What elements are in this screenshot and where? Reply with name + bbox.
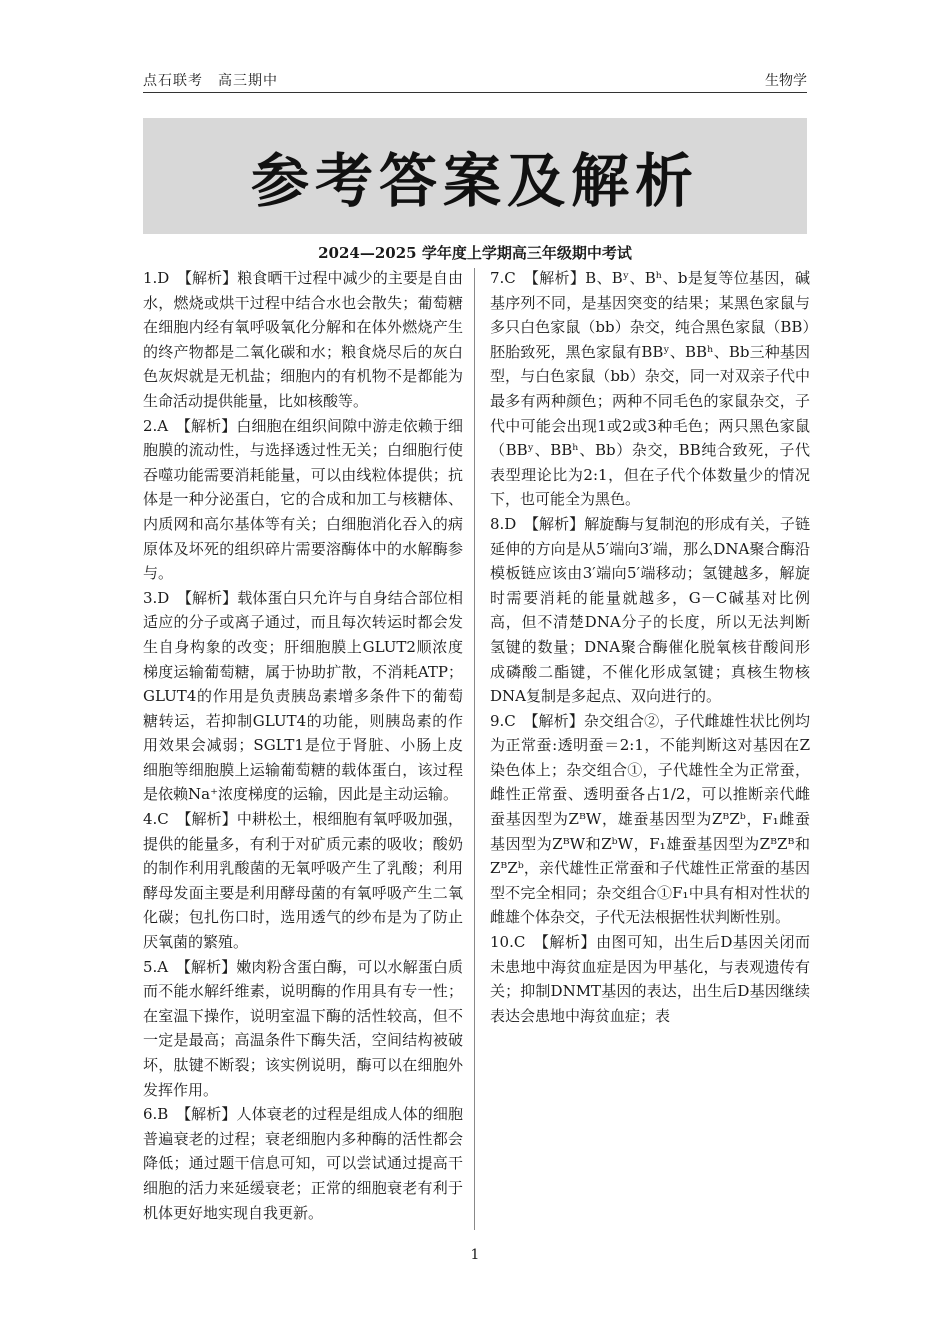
header-left-text: 点石联考 高三期中: [143, 73, 278, 89]
analysis-tag: 【解析】: [183, 1105, 237, 1124]
analysis-tag: 【解析】: [531, 269, 586, 287]
header-subject: 生物学: [765, 73, 807, 89]
answer-item: [143, 414, 463, 586]
answer-text: 载体蛋白只允许与自身结合部位相适应的分子或离子通过，而且每次转运时都会发生自身构象的改变；肝细胞膜上GLUT2顺浓度梯度运输葡萄糖，属于协助扩散，不消耗ATP；GLUT4的作用是负责胰岛素增多条件下的葡萄糖转运，若抑制GLUT4的功能，则胰岛素的作用效果会减弱；SGLT1是位于肾脏、小肠上皮细胞等细胞膜上运输葡萄糖的载体蛋白，该过程是依赖Na⁺浓度梯度的运输，因此是主动运输。: [143, 588, 463, 804]
answer-label: 5.A: [143, 957, 169, 976]
left-column: [143, 266, 463, 1225]
analysis-tag: 【解析】: [531, 514, 585, 533]
answer-label: 2.A: [143, 416, 169, 435]
answer-text: 白细胞在组织间隙中游走依赖于细胞膜的流动性，与选择透过性无关；白细胞行使吞噬功能需要消耗能量，可以由线粒体提供；抗体是一种分泌蛋白，它的合成和加工与核糖体、内质网和高尔基体等有关；白细胞消化吞入的病原体及坏死的组织碎片需要溶酶体中的水解酶参与。: [143, 416, 463, 583]
analysis-tag: 【解析】: [530, 711, 584, 730]
analysis-tag: 【解析】: [184, 588, 238, 607]
answer-item: [490, 709, 810, 930]
header-rule: [143, 92, 807, 93]
answer-item: [143, 955, 463, 1103]
answer-text: 中耕松土，根细胞有氧呼吸加强，提供的能量多，有利于对矿质元素的吸收；酸奶的制作利用乳酸菌的无氧呼吸产生了乳酸；利用酵母发面主要是利用酵母菌的有氧呼吸产生二氧化碳；包扎伤口时，选用透气的纱布是为了防止厌氧菌的繁殖。: [143, 810, 463, 952]
answer-text: 人体衰老的过程是组成人体的细胞普遍衰老的过程；衰老细胞内多种酶的活性都会降低；通过题干信息可知，可以尝试通过提高干细胞的活力来延缓衰老；正常的细胞衰老有利于机体更好地实现自我更新。: [143, 1105, 463, 1222]
answer-label: 10.C: [490, 933, 526, 952]
title-banner: [143, 118, 807, 234]
answer-item: [143, 586, 463, 807]
answer-item: [490, 512, 810, 709]
answer-item: [143, 266, 463, 414]
answer-label: 6.B: [143, 1105, 169, 1124]
answer-label: 4.C: [143, 810, 169, 829]
analysis-tag: 【解析】: [183, 416, 237, 435]
answer-item: [143, 1102, 463, 1225]
analysis-tag: 【解析】: [183, 810, 237, 829]
page-number: 1: [470, 1247, 480, 1263]
answer-text: 嫩肉粉含蛋白酶，可以水解蛋白质而不能水解纤维素，说明酶的作用具有专一性；在室温下操作，说明室温下酶的活性较高，但不一定是最高；高温条件下酶失活，空间结构被破坏，肽键不断裂；该实例说明，酶可以在细胞外发挥作用。: [143, 957, 463, 1099]
answer-item: [490, 266, 810, 512]
answer-text: 由图可知，出生后D基因关闭而未患地中海贫血症是因为甲基化，与表观遗传有关；抑制DNMT基因的表达，出生后D基因继续表达会患地中海贫血症；表: [490, 933, 810, 1025]
answer-label: 9.C: [490, 711, 516, 730]
column-divider: [474, 268, 475, 1230]
answer-item: [490, 930, 810, 1028]
analysis-tag: 【解析】: [184, 269, 238, 287]
analysis-tag: 【解析】: [183, 957, 237, 976]
answer-text: 解旋酶与复制泡的形成有关，子链延伸的方向是从5′端向3′端，那么DNA聚合酶沿模板链应该由3′端向5′端移动；氢键越多，解旋时需要消耗的能量就越多，G－C碱基对比例高，但不清楚DNA分子的长度，所以无法判断氢键的数量；DNA聚合酶催化脱氧核苷酸间形成磷酸二酯键，不催化形成氢键；真核生物核DNA复制是多起点、双向进行的。: [490, 514, 810, 706]
answer-label: 7.C: [490, 269, 516, 287]
answer-item: [143, 807, 463, 955]
answer-text: 粮食晒干过程中减少的主要是自由水，燃烧或烘干过程中结合水也会散失；葡萄糖在细胞内经有氧呼吸氧化分解和在体外燃烧产生的终产物都是二氧化碳和水；粮食烧尽后的灰白色灰烬就是无机盐；细胞内的有机物不是都能为生命活动提供能量，比如核酸等。: [143, 269, 463, 410]
analysis-tag: 【解析】: [541, 933, 597, 952]
exam-subtitle: 2024—2025 学年度上学期高三年级期中考试: [318, 244, 632, 262]
answer-label: 1.D: [143, 269, 170, 287]
answer-label: 3.D: [143, 588, 170, 607]
answer-text: B、Bʸ、Bʰ、b是复等位基因，碱基序列不同，是基因突变的结果；某黑色家鼠与多只白色家鼠（bb）杂交，纯合黑色家鼠（BB）胚胎致死，黑色家鼠有BBʸ、BBʰ、Bb三种基因型，与白色家鼠（bb）杂交，同一对双亲子代中最多有两种颜色；两种不同毛色的家鼠杂交，子代中可能会出现1或2或3种毛色；两只黑色家鼠（BBʸ、BBʰ、Bb）杂交，BB纯合致死，子代表型理论比为2:1，但在子代个体数量少的情况下，也可能全为黑色。: [490, 269, 810, 509]
right-column: [490, 266, 810, 1028]
answer-text: 杂交组合②，子代雌雄性状比例均为正常蚕:透明蚕＝2:1，不能判断这对基因在Z染色体上；杂交组合①，子代雄性全为正常蚕，雌性正常蚕、透明蚕各占1/2，可以推断亲代雌蚕基因型为ZᴮW，雄蚕基因型为ZᴮZᵇ，F₁雌蚕基因型为ZᴮW和ZᵇW，F₁雄蚕基因型为ZᴮZᴮ和ZᴮZᵇ，亲代雄性正常蚕和子代雄性正常蚕的基因型不完全相同；杂交组合①F₁中具有相对性状的雌雄个体杂交，子代无法根据性状判断性别。: [490, 711, 810, 927]
answer-label: 8.D: [490, 514, 517, 533]
page-title: 参考答案及解析: [250, 147, 699, 215]
